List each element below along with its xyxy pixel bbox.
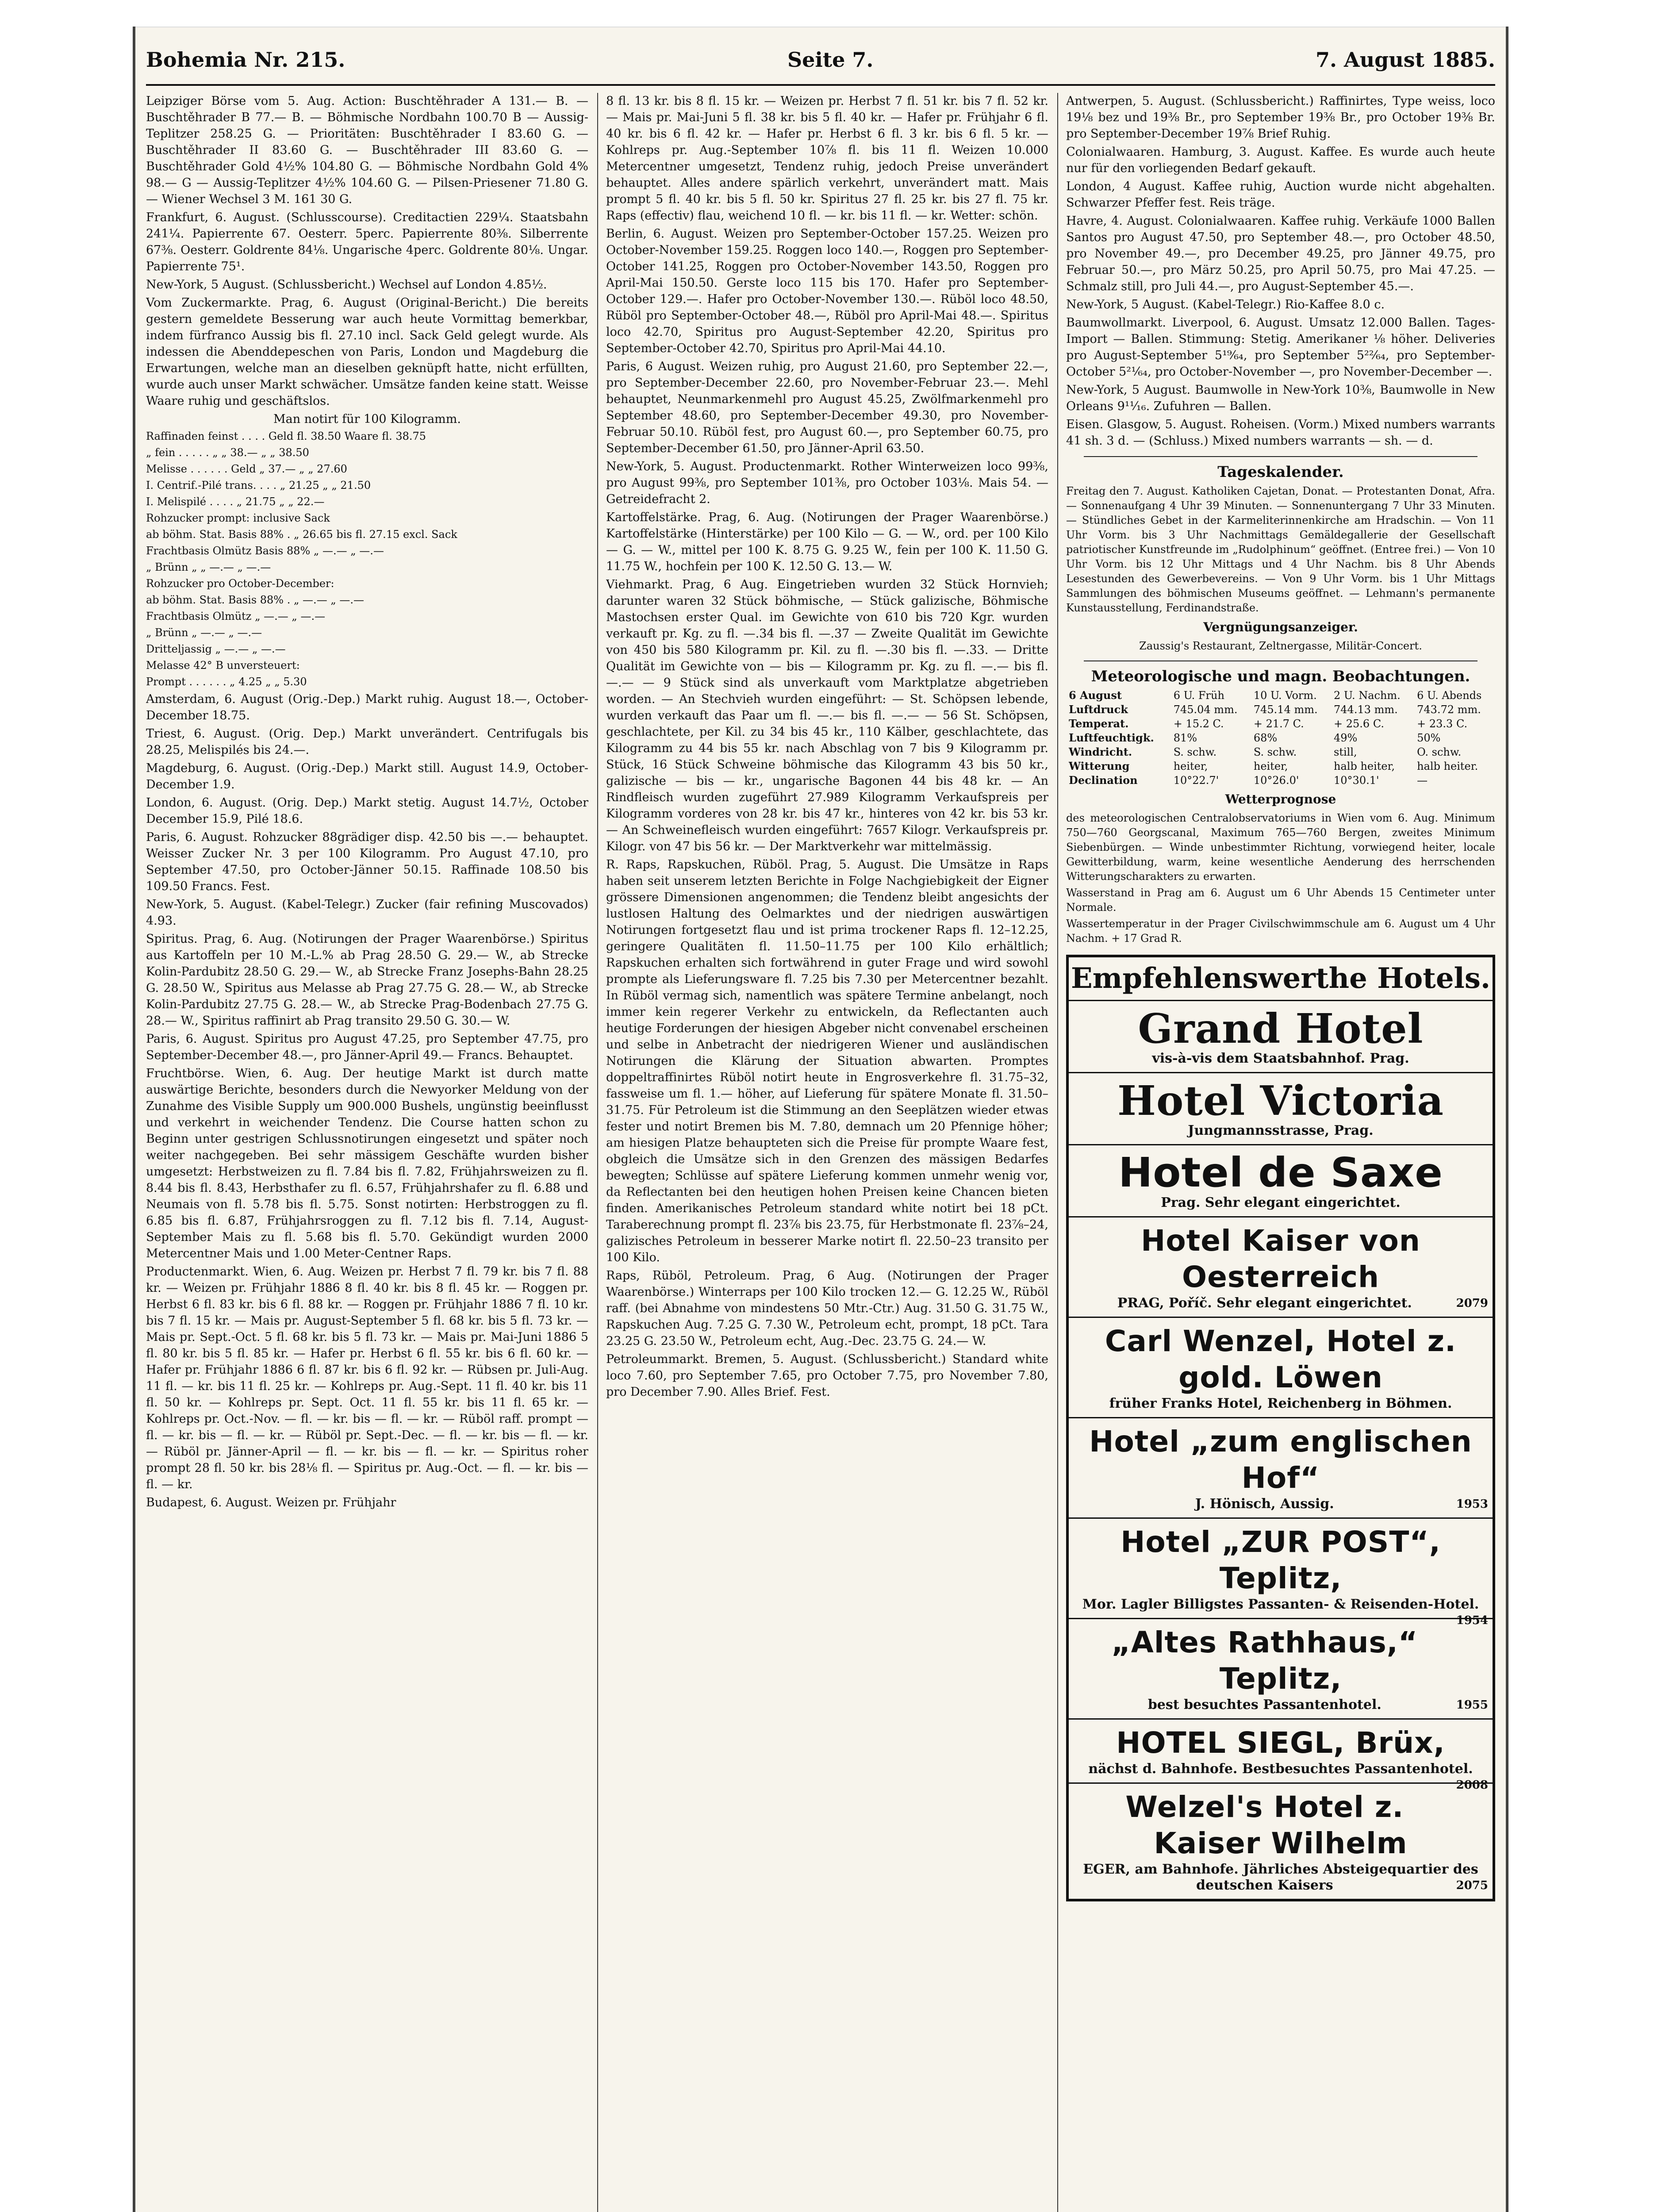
price-row: „ Brünn „ —.— „ —.— [146, 626, 262, 639]
meteo-cell: S. schw. [1253, 746, 1297, 758]
meteo-cell: halb heiter. [1417, 760, 1478, 772]
market-report: Colonialwaaren. Hamburg, 3. August. Kaffee. Es wurde auch heute nur für den vorliegenden Bedarf gekauft. [1066, 145, 1495, 175]
hotel-ad [1069, 1519, 1493, 1627]
price-row: I. Melispilé . . . . „ 21.75 „ „ 22.— [146, 495, 325, 508]
meteo-cell: heiter, [1173, 760, 1208, 772]
meteo-cell: Declination [1069, 774, 1138, 787]
hotel-details [1073, 1496, 1488, 1512]
hotel-name: Hotel de Saxe [1118, 1149, 1443, 1196]
calendar-title: Tageskalender. [1217, 463, 1344, 481]
hotel-name: Carl Wenzel, Hotel z. gold. Löwen [1105, 1324, 1457, 1394]
market-report: New-York, 5. August. (Kabel-Telegr.) Zucker (fair refining Muscovados) 4.93. [146, 898, 588, 928]
hotel-ad [1069, 1619, 1493, 1720]
masthead-issue: Bohemia Nr. 215. [146, 48, 345, 72]
hotel-ad [1069, 1217, 1493, 1318]
meteo-cell: + 15.2 C. [1173, 718, 1224, 730]
market-report: Petroleummarkt. Bremen, 5. August. (Schlussbericht.) Standard white loco 7.60, pro September 7.65, pro October 7.75, pro November 7.80, pro December 7.90. Alles Brief. Fest. [606, 1352, 1048, 1399]
issue-date: 7. August 1885. [1316, 48, 1495, 72]
market-report: New-York, 5 August. (Kabel-Telegr.) Rio-Kaffee 8.0 c. [1066, 298, 1385, 311]
calendar-text: Freitag den 7. August. Katholiken Cajetan, Donat. — Protestanten Donat, Afra. — Sonnenaufgang 4 Uhr 39 Minuten. — Sonnenuntergang 7 Uhr 33 Minuten. — Stündliches Gebet in der Karmeliterinnenkirche am Hradschin. — Von 11 Uhr Vorm. bis 3 Uhr Nachmittags Gemäldegallerie der Gesellschaft patriotischer Kunstfreunde im „Rudolphinum“ geöffnet. (Entree frei.) — Von 10 Uhr Vorm. bis 12 Uhr Mittags und 4 Uhr Nachm. bis 8 Uhr Abends Lesestunden des Gewerbevereins. — Von 9 Uhr Vorm. bis 1 Uhr Mittags Sammlungen des böhmischen Museums geöffnet. — Lehmann's permanente Kunstausstellung, Ferdinandstraße. [1066, 485, 1495, 614]
page-number: Seite 7. [787, 48, 874, 72]
meteo-row [1066, 759, 1495, 773]
market-report: Amsterdam, 6. August (Orig.-Dep.) Markt ruhig. August 18.—, October-December 18.75. [146, 692, 588, 722]
hotel-name: Welzel's Hotel z. Kaiser Wilhelm [1125, 1790, 1408, 1860]
market-report: Paris, 6. August. Rohzucker 88grädiger disp. 42.50 bis —.— behauptet. Weisser Zucker Nr. 3 per 100 Kilogramm. Pro August 47.10, pro September 47.50, pro October-Jänner 50.15. Raffinade 108.50 bis 109.50 Francs. Fest. [146, 830, 588, 893]
market-report: Eisen. Glasgow, 5. August. Roheisen. (Vorm.) Mixed numbers warrants 41 sh. 3 d. — (Schluss.) Mixed numbers warrants — sh. — d. [1066, 418, 1495, 448]
hotel-ads-box [1066, 955, 1495, 1901]
market-report: London, 6. August. (Orig. Dep.) Markt stetig. August 14.7½, October December 15.9, Pilé 18.6. [146, 796, 588, 826]
meteo-cell: 10°30.1' [1334, 774, 1379, 787]
meteo-cell: S. schw. [1173, 746, 1217, 758]
meteo-cell: 744.13 mm. [1334, 703, 1398, 716]
hotel-details [1073, 1597, 1488, 1627]
market-report: Paris, 6 August. Weizen ruhig, pro August 21.60, pro September 22.—, pro September-December 22.60, pro November-Februar 23.—. Mehl behauptet, Neunmarkenmehl pro August 45.25, Zwölfmarkenmehl pro September 48.60, pro September-December 49.30, pro November-Februar 50.10. Rüböl fest, pro August 60.—, pro September 60.75, pro September-December 61.50, pro Jänner-April 63.50. [606, 360, 1048, 455]
hotel-name: Hotel „zum englischen Hof“ [1089, 1425, 1472, 1495]
meteo-cell: 68% [1253, 732, 1278, 744]
market-report: Magdeburg, 6. August. (Orig.-Dep.) Markt still. August 14.9, October-December 1.9. [146, 761, 588, 791]
right-page-edge [1506, 27, 1508, 2212]
newspaper-page [133, 27, 1508, 2212]
meteo-cell: Temperat. [1069, 717, 1129, 730]
meteo-cell: heiter, [1253, 760, 1288, 772]
price-row: Melisse . . . . . . Geld „ 37.— „ „ 27.60 [146, 463, 347, 475]
price-row: Raffinaden feinst . . . . Geld fl. 38.50 Waare fl. 38.75 [146, 430, 426, 442]
hotel-details-text: nächst d. Bahnhofe. Bestbesuchtes Passantenhotel. [1088, 1761, 1473, 1777]
market-report: Leipziger Börse vom 5. Aug. Action: Buschtěhrader A 131.— B. — Buschtěhrader B 77.— B. — Böhmische Nordbahn 100.70 B — Aussig-Teplitzer 258.25 G. — Prioritäten: Buschtěhrader I 83.60 G. — Buschtěhrader II 83.60 G. — Buschtěhrader III 83.60 G. — Buschtěhrader Gold 4½% 104.80 G. — Böhmische Nordbahn Gold 4% 98.— G — Aussig-Teplitzer 4½% 104.60 G. — Pilsen-Priesener 71.80 G. — Wiener Wechsel 3 M. 161 30 G. [146, 94, 588, 206]
price-row: Rohzucker prompt: inclusive Sack [146, 512, 330, 524]
meteo-col-header: 6 U. Abends [1417, 689, 1482, 702]
hotel-details [1073, 1295, 1488, 1311]
hotel-ad [1069, 1720, 1493, 1792]
market-report: 8 fl. 13 kr. bis 8 fl. 15 kr. — Weizen pr. Herbst 7 fl. 51 kr. bis 7 fl. 52 kr. — Mais pr. Mai-Juni 5 fl. 38 kr. bis 5 fl. 40 kr. — Hafer pr. Frühjahr 6 fl. 40 kr. bis 6 fl. 42 kr. — Hafer pr. Herbst 6 fl. 3 kr. bis 6 fl. 5 kr. — Kohlreps pr. Aug.-September 10⅞ fl. bis 11 fl. Weizen 10.000 Metercentner umgesetzt, Tendenz ruhig, jedoch Preise unverändert behauptet. Alles andere spärlich verkehrt, unverändert matt. Mais prompt 5 fl. 40 kr. bis 5 fl. 50 kr. Spiritus 27 fl. 25 kr. bis 27 fl. 75 kr. Raps (effectiv) flau, weichend 10 fl. — kr. bis 11 fl. — kr. Wetter: schön. [606, 94, 1048, 223]
column-divider [1057, 93, 1058, 2212]
price-row: I. Centrif.-Pilé trans. . . . „ 21.25 „ „ 21.50 [146, 479, 371, 492]
hotel-name: „Altes Rathhaus,“ Teplitz, [1111, 1625, 1418, 1696]
price-row: „ Brünn „ „ —.— „ —.— [146, 561, 271, 573]
hotel-ad [1069, 1418, 1493, 1519]
market-report: Baumwollmarkt. Liverpool, 6. August. Umsatz 12.000 Ballen. Tages-Import — Ballen. Stimmung: Stetig. Amerikaner ⅛ höher. Deliveries pro August-September 5¹⁹⁄₆₄, pro September 5²²⁄₆₄, pro September-October 5²¹⁄₆₄, pro October-November —, pro November-December —. [1066, 316, 1495, 379]
entertainment-text: Zaussig's Restaurant, Zeltnergasse, Militär-Concert. [1139, 640, 1422, 652]
page-header [146, 35, 1495, 86]
meteo-cell: O. schw. [1417, 746, 1462, 758]
market-report: Frankfurt, 6. August. (Schlusscourse). Creditactien 229¼. Staatsbahn 241¼. Papierrente 67. Oesterr. 5perc. Papierrente 80⅜. Silberrente 67⅜. Oesterr. Goldrente 84⅛. Ungarische 4perc. Goldrente 80⅛. Ungar. Papierrente 75¹. [146, 211, 588, 273]
section-rule [1084, 456, 1477, 457]
meteo-cell: 49% [1334, 732, 1358, 744]
meteo-cell: 10°26.0' [1253, 774, 1299, 787]
hotel-details-text: best besuchtes Passantenhotel. [1147, 1697, 1382, 1713]
meteo-title: Meteorologische und magn. Beobachtungen. [1091, 668, 1470, 685]
hotel-details-text: PRAG, Poříč. Sehr elegant eingerichtet. [1117, 1295, 1412, 1311]
column-3 [1066, 93, 1495, 2212]
meteo-cell: + 23.3 C. [1417, 718, 1468, 730]
market-report: Vom Zuckermarkte. Prag, 6. August (Original-Bericht.) Die bereits gestern gemeldete Besserung war auch heute Vormittag bemerkbar, indem fürfranco Aussig bis fl. 27.10 incl. Sack Geld gelegt wurde. Als indessen die Abenddepeschen von Paris, London und Magdeburg die Erwartungen, welche man an dieselben geknüpft hatte, nicht erfüllten, wurde auch unser Markt schwächer. Umsätze fanden keine statt. Weisse Waare ruhig und geschäftslos. [146, 296, 588, 408]
meteo-cell: Windricht. [1069, 745, 1132, 758]
hotel-ads-title: Empfehlenswerthe Hotels. [1069, 957, 1493, 1001]
price-row: Frachtbasis Olmütz Basis 88% „ —.— „ —.— [146, 545, 384, 557]
meteo-col-header: 2 U. Nachm. [1334, 689, 1401, 702]
hotel-ad [1069, 1073, 1493, 1145]
forecast-text: des meteorologischen Centralobservatoriums in Wien vom 6. Aug. Minimum 750—760 Georgscanal, Maximum 765—760 Bergen, zweites Minimum Siebenbürgen. — Winde unbestimmter Richtung, vorwiegend heiter, locale Gewitterbildung, warm, keine wesentliche Aenderung des herrschenden Witterungscharakters zu erwarten. [1066, 812, 1495, 883]
hotel-name: HOTEL SIEGL, Brüx, [1116, 1726, 1445, 1760]
meteo-col-header: 6 U. Früh [1173, 689, 1224, 702]
market-report: Budapest, 6. August. Weizen pr. Frühjahr [146, 1496, 396, 1509]
hotel-details: vis-à-vis dem Staatsbahnhof. Prag. [1152, 1051, 1409, 1066]
entertainment-title: Vergnügungsanzeiger. [1203, 620, 1358, 634]
market-report: Raps, Rüböl, Petroleum. Prag, 6 Aug. (Notirungen der Prager Waarenbörse.) Winterraps per 100 Kilo trocken 12.— G. 12.25 W., Rüböl raff. (bei Abnahme von mindestens 50 Mtr.-Ctr.) Aug. 31.50 G. 31.75 W., Rapskuchen Aug. 7.25 G. 7.30 W., Petroleum echt, prompt, 18 pCt. Tara 23.25 G. 23.50 W., Petroleum echt, Aug.-Dec. 23.75 G. 24.— W. [606, 1269, 1048, 1348]
meteo-cell: still, [1334, 746, 1357, 758]
ad-number: 2008 [1456, 1778, 1488, 1792]
hotel-details-text: Mor. Lagler Billigstes Passanten- & Reisenden-Hotel. [1082, 1597, 1479, 1612]
meteo-cell: halb heiter, [1334, 760, 1395, 772]
price-row: Prompt . . . . . . „ 4.25 „ „ 5.30 [146, 676, 307, 688]
market-report: Paris, 6. August. Spiritus pro August 47.25, pro September 47.75, pro September-December 48.—, pro Jänner-April 49.— Francs. Behauptet. [146, 1032, 588, 1062]
market-report: Spiritus. Prag, 6. Aug. (Notirungen der Prager Waarenbörse.) Spiritus aus Kartoffeln per 10 M.-L.% ab Prag 28.50 G. 29.— W., ab Strecke Kolin-Pardubitz 28.50 G. 29.— W., ab Strecke Franz Josephs-Bahn 28.25 G. 28.50 W., Spiritus aus Melasse ab Prag 27.75 G. 28.— W., ab Strecke Kolin-Pardubitz 27.75 G. 28.— W., ab Strecke Prag-Bodenbach 27.75 G. 28.— W., Spiritus raffinirt ab Prag transito 29.50 G. 30.— W. [146, 932, 588, 1028]
meteo-row [1066, 731, 1495, 745]
price-row: ab böhm. Stat. Basis 88% . „ 26.65 bis fl. 27.15 excl. Sack [146, 528, 457, 541]
column-2 [606, 93, 1048, 2212]
price-row: Rohzucker pro October-December: [146, 577, 334, 590]
meteo-cell: + 21.7 C. [1253, 718, 1304, 730]
market-report: Antwerpen, 5. August. (Schlussbericht.) Raffinirtes, Type weiss, loco 19⅛ bez und 19⅜ Br., pro September 19⅜ Br., pro October 19⅜ Br. pro September-December 19⅞ Brief Ruhig. [1066, 94, 1495, 141]
market-report: Berlin, 6. August. Weizen pro September-October 157.25. Weizen pro October-November 159.25. Roggen loco 140.—, Roggen pro September-October 141.25, Roggen pro October-November 143.50, Roggen pro April-Mai 150.50. Gerste loco 115 bis 170. Hafer pro September-October 129.—. Hafer pro October-November 130.—. Rüböl loco 48.50, Rüböl pro September-October 48.—, Rüböl pro April-Mai 48.—. Spiritus loco 42.70, Spiritus pro August-September 42.20, Spiritus pro September-October 42.70, Spiritus pro April-Mai 44.10. [606, 227, 1048, 355]
market-report: Havre, 4. August. Colonialwaaren. Kaffee ruhig. Verkäufe 1000 Ballen Santos pro August 47.50, pro September 48.—, pro October 48.50, pro November 49.—, pro December 49.25, pro Jänner 49.75, pro Februar 50.—, pro März 50.25, pro April 50.75, pro Mai 47.25. — Schmalz still, pro Juli 44.—, pro August-September 45.—. [1066, 214, 1495, 293]
price-row: „ fein . . . . . „ „ 38.— „ „ 38.50 [146, 446, 309, 459]
price-row: Dritteljassig „ —.— „ —.— [146, 643, 286, 655]
hotel-ad [1069, 1001, 1493, 1073]
meteo-cell: Luftfeuchtigk. [1069, 731, 1154, 744]
meteo-row [1066, 717, 1495, 731]
meteo-row [1066, 773, 1495, 787]
market-report: Viehmarkt. Prag, 6 Aug. Eingetrieben wurden 32 Stück Hornvieh; darunter waren 32 Stück böhmische, — Stück galizische, Böhmische Mastochsen erster Qual. im Gewichte von 610 bis 720 Kgr. wurden verkauft pr. Kg. zu fl. —.34 bis fl. —.37 — Zweite Qualität im Gewichte von 450 bis 580 Kilogramm pr. Kil. zu fl. —.30 bis fl. —.33. — Dritte Qualität im Gewichte von — bis — Kilogramm pr. Kg. zu fl. —.— bis fl. —.— — 9 Stück sind als unverkauft vom Marktplatze abgetrieben worden. — An Stechvieh wurden eingeführt: — St. Schöpsen lebende, wurden verkauft das Paar um fl. —.— bis fl. —.— — 56 St. Schöpsen, geschlachtete, per Kil. zu 34 bis 45 kr., 110 Kälber, geschlachtete, das Kilogramm zu 44 bis 55 kr. nach Abschlag von 7 bis 9 Kilogramm pr. Stück, 16 Stück Schweine böhmische das Kilogramm 43 bis 50 kr., galizische — bis — kr., ungarische Bagonen 44 bis 48 kr. — An Rindfleisch wurden zugeführt 27.989 Kilogramm Verkaufspreis per Kilogramm vorderes von 28 kr. bis 47 kr., hinteres von 42 kr. bis 53 kr. — An Schweinefleisch wurden eingeführt: 7657 Kilogr. Verkaufspreis pr. Kilogr. von 47 bis 56 kr. — Der Marktverkehr war mittelmässig. [606, 578, 1048, 853]
price-row: Frachtbasis Olmütz „ —.— „ —.— [146, 610, 326, 622]
hotel-details: Jungmannsstrasse, Prag. [1188, 1123, 1374, 1138]
meteo-cell: 745.04 mm. [1173, 703, 1238, 716]
meteo-header-row [1066, 688, 1495, 703]
market-report: Kartoffelstärke. Prag, 6. Aug. (Notirungen der Prager Waarenbörse.) Kartoffelstärke (Hinterstärke) per 100 Kilo — G. — W., ord. per 100 Kilo — G. — W., mittel per 100 K. 8.75 G. 9.25 W., fein per 100 K. 11.50 G. 11.75 W., hochfein per 100 K. 12.50 G. 13.— W. [606, 511, 1048, 573]
left-page-edge [133, 27, 135, 2212]
meteo-row [1066, 745, 1495, 759]
meteo-cell: 745.14 mm. [1253, 703, 1318, 716]
hotel-name: Hotel „ZUR POST“, Teplitz, [1121, 1525, 1441, 1595]
meteo-cell: 50% [1417, 732, 1441, 744]
hotel-name: Hotel Victoria [1117, 1077, 1444, 1125]
meteo-col-header: 6 August [1069, 689, 1122, 702]
market-report: London, 4 August. Kaffee ruhig, Auction wurde nicht abgehalten. Schwarzer Pfeffer fest. Reis träge. [1066, 180, 1495, 210]
hotel-details [1073, 1862, 1488, 1893]
hotel-details: Prag. Sehr elegant eingerichtet. [1161, 1195, 1401, 1210]
meteo-cell: 10°22.7' [1173, 774, 1219, 787]
meteo-cell: Witterung [1069, 760, 1130, 772]
hotel-ad [1069, 1145, 1493, 1217]
meteo-col-header: 10 U. Vorm. [1253, 689, 1317, 702]
water-level: Wasserstand in Prag am 6. August um 6 Uhr Abends 15 Centimeter unter Normale. [1066, 887, 1495, 914]
hotel-details [1073, 1761, 1488, 1792]
column-divider [597, 93, 598, 2212]
forecast-title: Wetterprognose [1225, 792, 1336, 806]
meteo-cell: — [1417, 774, 1428, 787]
market-report: Triest, 6. August. (Orig. Dep.) Markt unverändert. Centrifugals bis 28.25, Melispilés bis 24.—. [146, 727, 588, 757]
water-temperature: Wassertemperatur in der Prager Civilschwimmschule am 6. August um 4 Uhr Nachm. + 17 Grad R. [1066, 918, 1495, 945]
ad-number: 2079 [1456, 1297, 1488, 1310]
hotel-name: Hotel Kaiser von Oesterreich [1141, 1224, 1420, 1294]
market-report: New-York, 5. August. Productenmarkt. Rother Winterweizen loco 99⅜, pro August 99⅜, pro September 101⅜, pro October 103⅛. Mais 54. — Getreidefracht 2. [606, 460, 1048, 506]
market-report: New-York, 5 August. Baumwolle in New-York 10⅜, Baumwolle in New Orleans 9¹¹⁄₁₆. Zufuhren — Ballen. [1066, 383, 1495, 413]
market-report: Productenmarkt. Wien, 6. Aug. Weizen pr. Herbst 7 fl. 79 kr. bis 7 fl. 88 kr. — Weizen pr. Frühjahr 1886 8 fl. 40 kr. bis 8 fl. 45 kr. — Roggen pr. Herbst 6 fl. 83 kr. bis 6 fl. 88 kr. — Roggen pr. Frühjahr 1886 7 fl. 10 kr. bis 7 fl. 15 kr. — Mais pr. August-September 5 fl. 68 kr. bis 5 fl. 73 kr. — Mais pr. Sept.-Oct. 5 fl. 68 kr. bis 5 fl. 73 kr. — Mais pr. Mai-Juni 1886 5 fl. 80 kr. bis 5 fl. 85 kr. — Hafer pr. Herbst 6 fl. 55 kr. bis 6 fl. 60 kr. — Hafer pr. Frühjahr 1886 6 fl. 87 kr. bis 6 fl. 92 kr. — Rübsen pr. Juli-Aug. 11 fl. — kr. bis 11 fl. 25 kr. — Kohlreps pr. Aug.-Sept. 11 fl. 40 kr. bis 11 fl. 50 kr. — Kohlreps pr. Sept. Oct. 11 fl. 55 kr. bis 11 fl. 65 kr. — Kohlreps pr. Oct.-Nov. — fl. — kr. bis — fl. — kr. — Rüböl raff. prompt — fl. — kr. bis — fl. — kr. — Rüböl pr. Sept.-Dec. — fl. — kr. bis — fl. — kr. — Rüböl pr. Jänner-April — fl. — kr. bis — fl. — kr. — Spiritus roher prompt 28 fl. 50 kr. bis 28⅛ fl. — Spiritus pr. Aug.-Oct. — fl. — kr. bis — fl. — kr. [146, 1265, 588, 1491]
column-1 [146, 93, 588, 2212]
price-table-heading: Man notirt für 100 Kilogramm. [273, 412, 461, 426]
hotel-details: früher Franks Hotel, Reichenberg in Böhmen. [1109, 1396, 1452, 1411]
meteo-cell: 81% [1173, 732, 1197, 744]
hotel-details-text: J. Hönisch, Aussig. [1195, 1496, 1334, 1512]
ad-number: 2075 [1456, 1879, 1488, 1892]
hotel-details-text: EGER, am Bahnhofe. Jährliches Absteigequartier des deutschen Kaisers [1083, 1862, 1478, 1893]
hotel-name: Grand Hotel [1138, 1005, 1424, 1052]
price-row: Melasse 42° B unversteuert: [146, 659, 300, 672]
meteo-cell: 743.72 mm. [1417, 703, 1481, 716]
ad-number: 1954 [1456, 1614, 1488, 1627]
meteo-cell: Luftdruck [1069, 703, 1128, 716]
ad-number: 1953 [1456, 1498, 1488, 1511]
market-report: R. Raps, Rapskuchen, Rüböl. Prag, 5. August. Die Umsätze in Raps haben seit unserem letzten Berichte in Folge Nachgiebigkeit der Eigner grössere Dimensionen angenommen; die Tendenz bleibt angesichts der lustlosen Haltung des Oelmarktes und der niedrigen auswärtigen Notirungen fortgesetzt flau und ist prima trockener Raps fl. 12–12.25, geringere Qualitäten fl. 11.50–11.75 per 100 Kilo erhältlich; Rapskuchen erhalten sich fortwährend in guter Frage und wird sowohl prompte als Lieferungsware fl. 7.25 bis 7.30 per Metercentner bezahlt. In Rüböl vermag sich, namentlich was spätere Termine anbelangt, noch immer kein regerer Verkehr zu entwickeln, da Reflectanten auch heutige Forderungen der hiesigen Abgeber nicht convenabel erscheinen und selbe in Anbetracht der niedrigeren Wiener und ausländischen Notirungen die Klärung der Situation abwarten. Promptes doppeltraffinirtes Rüböl notirt heute in Engrosverkehre fl. 31.75–32, fassweise um fl. 1.— höher, auf Lieferung für spätere Monate fl. 31.50–31.75. Für Petroleum ist die Stimmung an den Seeplätzen wieder etwas fester und notirt Bremen bis M. 7.80, demnach um 20 Pfennige höher; am hiesigen Platze behaupteten sich die Preise für prompte Waare fest, obgleich die Umsätze sich in den Grenzen des mässigen Bedarfes bewegten; Schlüsse auf spätere Lieferung kommen unmehr wenig vor, da Reflectanten bei den heutigen hohen Preisen keine Chancen bieten finden. Amerikanisches Petroleum standard white notirt bei 18 pCt. Taraberechnung prompt fl. 23⅞ bis 23.75, für Herbstmonate fl. 23⅞–24, galizisches Petroleum in besserer Marke notirt fl. 22.50–23 transito per 100 Kilo. [606, 858, 1048, 1264]
price-row: ab böhm. Stat. Basis 88% . „ —.— „ —.— [146, 594, 365, 606]
meteo-row [1066, 703, 1495, 717]
meteo-table [1066, 688, 1495, 787]
market-report: Fruchtbörse. Wien, 6. Aug. Der heutige Markt ist durch matte auswärtige Berichte, besonders durch die Newyorker Meldung von der Zunahme des Visible Supply um 900.000 Bushels, ungünstig beeinflusst und verkehrt in weichender Tendenz. Die Course hatten schon zu Beginn unter gestrigen Schlussnotirungen eingesetzt und später noch weiter nachgegeben. Bei sehr mässigem Geschäfte wurden bisher umgesetzt: Herbstweizen zu fl. 7.84 bis fl. 7.82, Frühjahrsweizen zu fl. 8.44 bis fl. 8.43, Herbsthafer zu fl. 6.57, Frühjahrshafer zu fl. 6.88 und Neumais von fl. 5.78 bis fl. 5.75. Sonst notirten: Herbstroggen zu fl. 6.85 bis fl. 6.87, Frühjahrsroggen zu fl. 7.12 bis fl. 7.14, August-September Mais zu fl. 5.68 bis fl. 5.70. Gekündigt wurden 2000 Metercentner Mais und 1.00 Meter-Centner Raps. [146, 1067, 588, 1260]
meteo-cell: + 25.6 C. [1334, 718, 1384, 730]
market-report: New-York, 5 August. (Schlussbericht.) Wechsel auf London 4.85½. [146, 278, 547, 292]
hotel-ad [1069, 1318, 1493, 1418]
hotel-ad [1069, 1784, 1493, 1899]
hotel-details [1073, 1697, 1488, 1713]
ad-number: 1955 [1456, 1698, 1488, 1712]
